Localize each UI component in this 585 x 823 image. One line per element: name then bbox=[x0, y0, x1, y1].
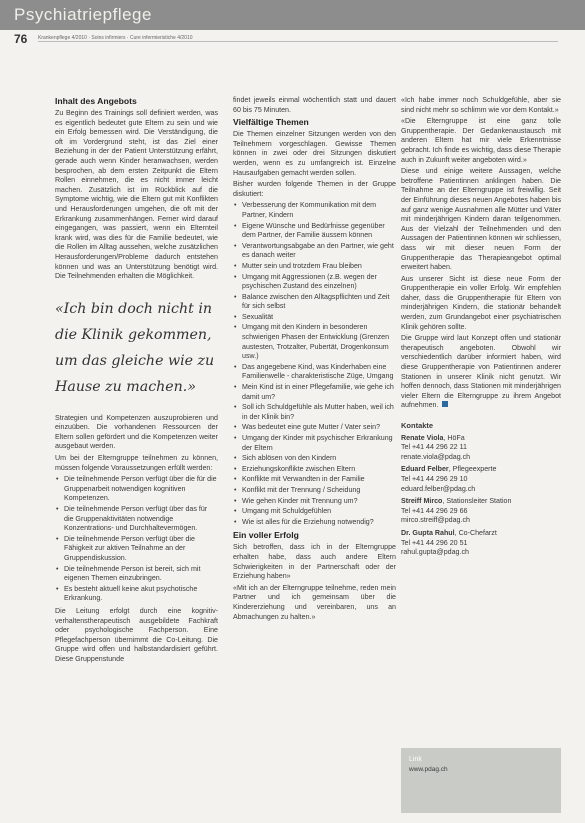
col1-intro: Zu Beginn des Trainings soll definiert werden, was es eigentlich bedeutet gute Eltern zu sein und wie ein Erfolg bemessen wird. Die Verständigung, die oft im Vordergrund steht, ist das Ziel einer Beziehung in der der Patient Unterstützung erfährt, gerade auch wenn Kinder heranwachsen, werden besprochen, ab dem ersten Zeitpunkt die Eltern Rollen einnehmen, die es nicht immer leicht machen. Zusätzlich ist im Rückblick auf die Symptome wichtig, wie die Eltern gut mit Konflikten und Herausforderungen umgehen, die oft mit der Erkrankung zusammenhängen. Ferner wird darauf eingegangen, was passiert, wenn ein Elternteil krank wird, was dies für die Familie bedeutet, wie die Rollen im Alltag aussehen, welche zusätzlichen Herausforderungen/Probleme dadurch entstehen können und was an Unterstützung benötigt wird. Die Teilnehmenden erhalten die Möglichkeit. bbox=[55, 109, 218, 281]
contact-entry: Dr. Gupta Rahul, Co-Chefarzt Tel +41 44 296 20 51 rahul.gupta@pdag.ch bbox=[401, 528, 497, 557]
list-item: • Eigene Wünsche und Bedürfnisse gegenüber dem Partner, der Familie äussern können bbox=[242, 222, 396, 241]
heading-themen: Vielfältige Themen bbox=[233, 117, 309, 128]
col1-bullet-list bbox=[55, 475, 218, 604]
link-box bbox=[401, 748, 561, 813]
heading-erfolg: Ein voller Erfolg bbox=[233, 530, 299, 541]
contact-role: Pflegeexperte bbox=[452, 465, 497, 474]
contact-name: Eduard Felber bbox=[401, 465, 449, 474]
contact-email[interactable]: eduard.felber@pdag.ch bbox=[401, 484, 476, 493]
column-3 bbox=[401, 96, 561, 561]
page-number: 76 bbox=[14, 32, 28, 46]
list-item: • Umgang der Kinder mit psychischer Erkrankung der Eltern bbox=[242, 434, 396, 453]
contacts-heading: Kontakte bbox=[401, 421, 434, 430]
end-mark-icon bbox=[442, 401, 448, 407]
col3-para3: Diese und einige weitere Aussagen, welche betroffene Patientinnen anklingen haben. Die Teilnahme an der Elterngruppe ist freiwillig. Seit der Einführung dieses neuen Angebotes haben bis auf ganz wenige Ausnahmen alle Mütter und Väter mit minderjährigen Kindern daran teilgenommen. Aus der Vielzahl der Teilnehmenden und den Aussagen der Patientinnen können wir schliessen, dass wir mit dieser neuen Form der Gruppentherapie das Therapieangebot optimal erweitert haben. bbox=[401, 167, 561, 272]
col2-para4: Sich betroffen, dass ich in der Elterngruppe erhalten habe, dass auch andere Eltern Schwierigkeiten in der Partnerschaft oder der Erziehung haben» bbox=[233, 543, 396, 581]
contact-name: Streiff Mirco bbox=[401, 497, 443, 506]
list-item: • Umgang mit Aggressionen (z.B. wegen der psychischen Zustand des einzelnen) bbox=[242, 273, 396, 292]
contact-role: Stationsleiter Station bbox=[446, 497, 512, 506]
list-item: • Konflikte mit Verwandten in der Familie bbox=[242, 475, 396, 485]
col3-para4: Aus unserer Sicht ist diese neue Form der Gruppentherapie ein voller Erfolg. Wir empfehlen daher, dass die Gruppentherapie für Eltern von minderjährigen Kindern, die stationär behandelt werden, zum Grundangebot einer psychiatrischen Klinik gehören sollte. bbox=[401, 274, 561, 331]
contact-entry: Eduard Felber, Pflegeexperte Tel +41 44 296 29 10 eduard.felber@pdag.ch bbox=[401, 465, 497, 493]
link-box-label: Link bbox=[409, 756, 422, 763]
list-item: • Mein Kind ist in einer Pflegefamilie, wie gehe ich damit um? bbox=[242, 383, 396, 402]
list-item: • Umgang mit Schuldgefühlen bbox=[242, 507, 396, 517]
themes-list bbox=[233, 201, 396, 527]
list-item: • Das angegebene Kind, was Kinderhaben eine Familienwelle - charakteristische Züge, Umgang bbox=[242, 363, 396, 382]
contacts-section bbox=[401, 421, 561, 558]
contact-tel: Tel +41 44 296 20 51 bbox=[401, 538, 468, 547]
list-item: • Die teilnehmende Person verfügt über das für die Gruppenaktivitäten notwendige Konzentrations- und Durchhaltevermögen. bbox=[64, 505, 218, 534]
pull-quote: «Ich bin doch nicht in die Klinik gekommen, um das gleiche wie zu Hause zu machen.» bbox=[55, 300, 215, 395]
contact-email[interactable]: rahul.gupta@pdag.ch bbox=[401, 548, 469, 557]
contact-name: Dr. Gupta Rahul bbox=[401, 528, 455, 537]
list-item: • Verantwortungsabgabe an den Partner, wie geht es danach weiter bbox=[242, 242, 396, 261]
list-item: • Wie gehen Kinder mit Trennung um? bbox=[242, 497, 396, 507]
list-item: • Die teilnehmende Person ist bereit, sich mit eigenen Themen einzubringen. bbox=[64, 565, 218, 584]
contact-entry: Renate Viola, HöFa Tel +41 44 296 22 11 renate.viola@pdag.ch bbox=[401, 433, 471, 461]
list-item: • Umgang mit den Kindern in besonderen schwierigen Phasen der Entwicklung (Grenzen austesten, Trotzalter, Pubertät, Drogenkonsum usw.) bbox=[242, 323, 396, 361]
col1-para2: Strategien und Kompetenzen auszuprobieren und einzuüben. Die vorhandenen Ressourcen der Eltern sollen gefördert und die Kompetenzen weiter ausgebaut werden. bbox=[55, 413, 218, 451]
contact-email[interactable]: mirco.streiff@pdag.ch bbox=[401, 516, 470, 525]
col3-para5 bbox=[401, 334, 561, 411]
list-item: • Sexualität bbox=[242, 313, 396, 323]
col3-para2: «Die Elterngruppe ist eine ganz tolle Gruppentherapie. Der Gedankenaustausch mit anderen Eltern hat mir viele Erkenntnisse gebracht. Ich finde es wichtig, dass diese Therapie auch in Zukunft weiter angeboten wird.» bbox=[401, 117, 561, 164]
contact-tel: Tel +41 44 296 29 10 bbox=[401, 474, 468, 483]
contact-entry: Streiff Mirco, Stationsleiter Station Tel +41 44 296 29 66 mirco.streiff@pdag.ch bbox=[401, 497, 512, 525]
contact-email[interactable]: renate.viola@pdag.ch bbox=[401, 452, 471, 461]
col2-para3: Bisher wurden folgende Themen in der Gruppe diskutiert: bbox=[233, 180, 396, 198]
list-item: • Mutter sein und trotzdem Frau bleiben bbox=[242, 262, 396, 272]
col3-para1: «Ich habe immer noch Schuldgefühle, aber sie sind nicht mehr so schlimm wie vor dem Kontakt.» bbox=[401, 96, 561, 114]
list-item: • Es besteht aktuell keine akut psychotische Erkrankung. bbox=[64, 585, 218, 604]
list-item: • Sich ablösen von den Kindern bbox=[242, 454, 396, 464]
contact-role: Co-Chefarzt bbox=[458, 528, 497, 537]
list-item: • Wie ist alles für die Erziehung notwendig? bbox=[242, 518, 396, 528]
col3-para5-text: Die Gruppe wird laut Konzept offen und stationär therapeutisch angeboten. Obwohl wir verschiedentlich darüber informiert haben, wird diese Gruppentherapie von Patientinnen anderer Stationen in unserer Klinik nicht genutzt. Wir hoffen dennoch, dass Stationen mit minderjährigen vieler Eltern die Elterngruppe zu ihrem Angebot aufnehmen. bbox=[401, 334, 561, 410]
website-link[interactable]: www.pdag.ch bbox=[409, 766, 448, 773]
contact-name: Renate Viola bbox=[401, 433, 444, 442]
list-item: • Erziehungskonflikte zwischen Eltern bbox=[242, 465, 396, 475]
contact-tel: Tel +41 44 296 29 66 bbox=[401, 506, 468, 515]
list-item: • Verbesserung der Kommunikation mit dem Partner, Kindern bbox=[242, 201, 396, 220]
col2-para2: Die Themen einzelner Sitzungen werden von den Teilnehmern vorgeschlagen. Gewisse Themen können in zwei oder drei Sitzungen diskutiert werden, wenn es zu umfangreich ist. Einzelne Hausaufgaben gemacht werden sollen. bbox=[233, 130, 396, 177]
page-header bbox=[0, 0, 585, 30]
col2-para5: «Mit ich an der Elterngruppe teilnehme, reden mein Partner und ich gemeinsam über die Kindererziehung und vereinbaren, uns an Abmachungen zu halten.» bbox=[233, 583, 396, 621]
contact-role: HöFa bbox=[447, 433, 465, 442]
col1-para3: Um bei der Elterngruppe teilnehmen zu können, müssen folgende Voraussetzungen erfüllt werden: bbox=[55, 454, 218, 472]
list-item: • Die teilnehmende Person verfügt über die Fähigkeit zur aktiven Teilnahme an der Gruppendiskussion. bbox=[64, 535, 218, 564]
list-item: • Soll ich Schuldgefühle als Mutter haben, weil ich in der Klinik bin? bbox=[242, 403, 396, 422]
column-2 bbox=[233, 96, 396, 624]
column-1 bbox=[55, 96, 218, 667]
header-rule bbox=[38, 41, 558, 42]
list-item: • Was bedeutet eine gute Mutter / Vater sein? bbox=[242, 423, 396, 433]
col2-para1: findet jeweils einmal wöchentlich statt und dauert 60 bis 75 Minuten. bbox=[233, 96, 396, 114]
contact-tel: Tel +41 44 296 22 11 bbox=[401, 443, 467, 452]
header-meta: Krankenpflege 4/2010 · Soins infirmiers · Cure infermieristiche 4/2010 bbox=[38, 35, 193, 41]
heading-inhalt: Inhalt des Angebots bbox=[55, 96, 137, 106]
list-item: • Die teilnehmende Person verfügt über die für die Gruppenarbeit notwendigen kognitiven Kompetenzen. bbox=[64, 475, 218, 504]
list-item: • Balance zwischen den Alltagspflichten und Zeit für sich selbst bbox=[242, 293, 396, 312]
col1-para4: Die Leitung erfolgt durch eine kognitiv-verhaltenstherapeutisch ausgebildete Fachkraft oder psychologische Fachperson. Eine Pflegefachperson übernimmt die Co-Leitung. Die Gruppe wird offen und halbstandardisiert geführt. Diese Gruppenstunde bbox=[55, 606, 218, 663]
section-title: Psychiatriepflege bbox=[14, 5, 152, 24]
list-item: • Konflikt mit der Trennung / Scheidung bbox=[242, 486, 396, 496]
